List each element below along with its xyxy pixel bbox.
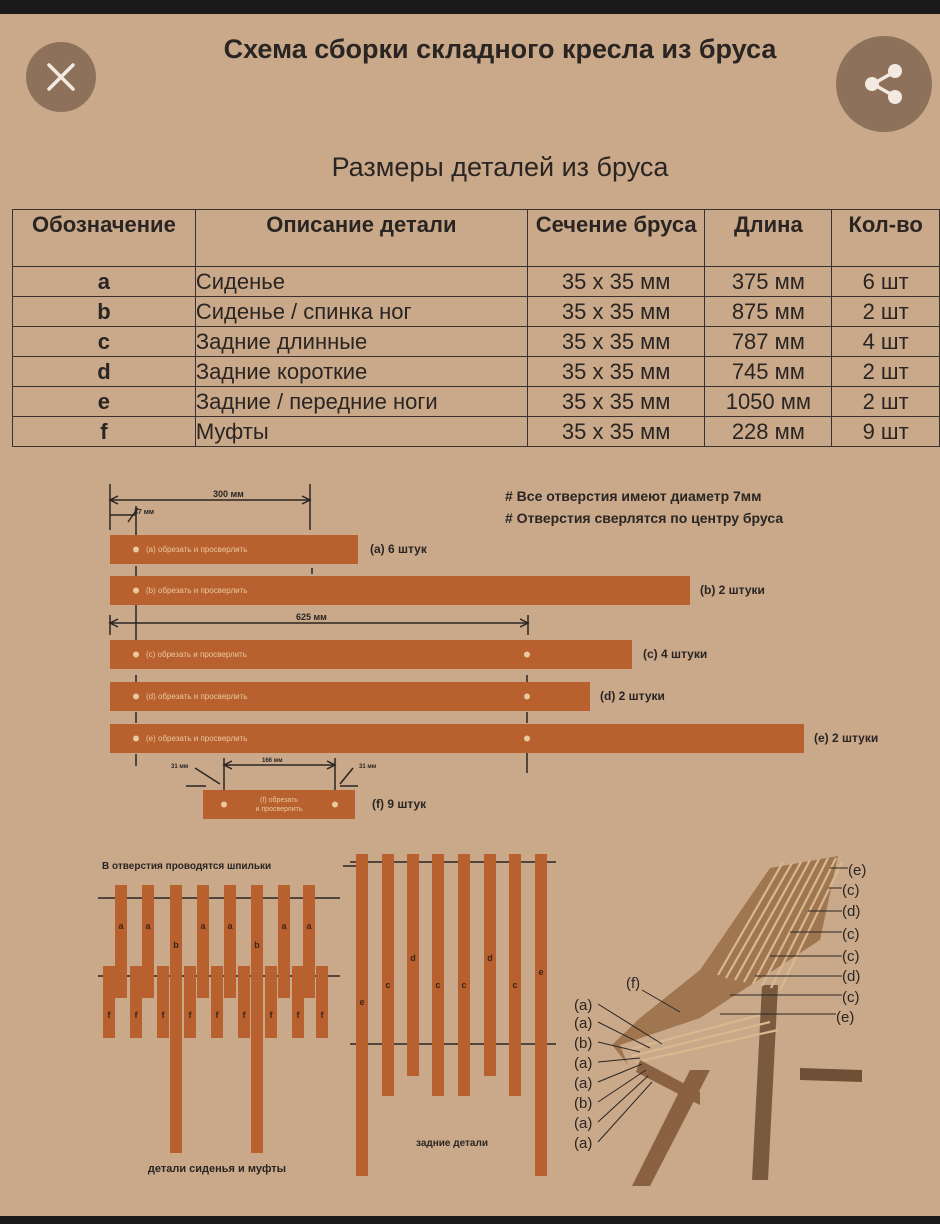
cell-description: Сиденье / спинка ног [195,297,527,327]
back-label: c [461,980,467,990]
seat-f-label: f [134,1010,138,1020]
back-caption: задние детали [415,1138,489,1149]
cell-code: c [13,327,196,357]
cell-qty: 6 шт [832,267,940,297]
cell-description: Сиденье [195,267,527,297]
cell-length: 228 мм [705,417,832,447]
share-icon [836,36,932,132]
cell-section: 35 х 35 мм [527,417,705,447]
seat-f-label: f [269,1010,273,1020]
top-status-bar [0,0,940,14]
assembly-diagram [0,470,940,1216]
seat-label: b [173,940,179,950]
cell-code: a [13,267,196,297]
bar-e-label: (e) 2 штуки [814,731,879,745]
bar-d-label: (d) 2 штуки [600,689,665,703]
note-hole-center: # Отверстия сверлятся по центру бруса [505,510,784,526]
bar-f-text-1: (f) обрезать [260,797,298,804]
cell-qty: 9 шт [832,417,940,447]
chair-label-left: (a) [574,997,593,1014]
back-label: c [512,980,518,990]
chair-label-right: (c) [842,882,860,899]
cell-code: b [13,297,196,327]
chair-label-left: (b) [574,1095,593,1112]
chair-label-f: (f) [626,975,641,992]
bar-a-label: (a) 6 штук [370,542,427,556]
parts-table [12,209,940,447]
bar-e-text: (e) обрезать и просверлить [146,734,248,743]
back-label: e [359,997,365,1007]
chair-label-left: (a) [574,1055,593,1072]
note-hole-diameter: # Все отверстия имеют диаметр 7мм [505,488,762,504]
seat-label: a [200,921,206,931]
cell-code: f [13,417,196,447]
chair-label-left: (a) [574,1135,593,1152]
cell-code: d [13,357,196,387]
seat-label: a [227,921,233,931]
chair-label-left: (a) [574,1015,593,1032]
cell-code: e [13,387,196,417]
seat-caption: детали сиденья и муфты [147,1163,287,1175]
chair-label-right: (c) [842,926,860,943]
seat-label: a [118,921,124,931]
cell-length: 1050 мм [705,387,832,417]
cell-section: 35 х 35 мм [527,327,705,357]
bar-c-label: (c) 4 штуки [643,647,708,661]
seat-f-label: f [107,1010,111,1020]
table-row [13,297,940,327]
seat-assembly [98,861,356,1175]
chair-label-right: (d) [842,903,861,920]
chair-label-right: (e) [836,1009,855,1026]
chair-label-right: (e) [848,862,867,879]
bar-a [110,535,428,564]
chair-label-right: (c) [842,989,860,1006]
table-header-row [13,210,940,267]
cell-section: 35 х 35 мм [527,387,705,417]
seat-f-label: f [320,1010,324,1020]
seat-f-label: f [296,1010,300,1020]
seat-label: a [281,921,287,931]
table-row [13,417,940,447]
header-length: Длина [705,210,832,267]
bar-b-text: (b) обрезать и просверлить [146,586,248,595]
table-row [13,357,940,387]
header-section: Сечение бруса [527,210,705,267]
back-label: d [410,953,416,963]
cell-description: Задние короткие [195,357,527,387]
header-qty: Кол-во [832,210,940,267]
cell-section: 35 х 35 мм [527,357,705,387]
table-row [13,387,940,417]
cell-description: Задние длинные [195,327,527,357]
cell-qty: 2 шт [832,387,940,417]
dim-166: 166 мм [262,758,283,764]
header-code: Обозначение [13,210,196,267]
seat-f-label: f [215,1010,219,1020]
cell-length: 745 мм [705,357,832,387]
chair-label-left: (a) [574,1075,593,1092]
cell-qty: 2 шт [832,297,940,327]
cell-length: 375 мм [705,267,832,297]
pins-note: В отверстия проводятся шпильки [102,861,272,872]
bar-b-label: (b) 2 штуки [700,583,765,597]
bar-f [203,790,427,819]
table-row [13,267,940,297]
back-label: c [385,980,391,990]
bar-b [110,576,765,605]
chair-label-right: (d) [842,968,861,985]
cell-section: 35 х 35 мм [527,267,705,297]
chair-label-left: (b) [574,1035,593,1052]
table-title: Размеры деталей из бруса [331,152,669,182]
cell-description: Муфты [195,417,527,447]
dim-300: 300 мм [213,489,244,499]
chair-illustration [574,856,866,1186]
dim-37: 37 мм [134,509,155,516]
share-button[interactable] [836,36,932,132]
header-description: Описание детали [195,210,527,267]
cell-length: 875 мм [705,297,832,327]
back-label: d [487,953,493,963]
bar-d-text: (d) обрезать и просверлить [146,692,248,701]
close-button[interactable] [26,42,96,112]
cell-qty: 4 шт [832,327,940,357]
dim-31-left: 31 мм [171,764,189,770]
back-assembly [350,854,556,1176]
chair-label-right: (c) [842,948,860,965]
cell-qty: 2 шт [832,357,940,387]
dim-625: 625 мм [296,612,327,622]
close-icon [26,42,96,112]
bar-a-text: (a) обрезать и просверлить [146,545,248,554]
table-row [13,327,940,357]
bar-c-text: (c) обрезать и просверлить [146,650,247,659]
page-title: Схема сборки складного кресла из бруса [223,34,777,64]
seat-f-label: f [188,1010,192,1020]
cell-section: 35 х 35 мм [527,297,705,327]
seat-f-label: f [242,1010,246,1020]
bar-d [110,682,665,711]
cell-description: Задние / передние ноги [195,387,527,417]
cell-length: 787 мм [705,327,832,357]
seat-f-label: f [161,1010,165,1020]
seat-label: a [306,921,312,931]
seat-label: b [254,940,260,950]
bar-c [110,640,707,669]
bar-f-text-2: и просверлить [255,806,303,813]
bar-f-label: (f) 9 штук [372,797,427,811]
back-label: e [538,967,544,977]
dim-31-right: 31 мм [359,764,377,770]
bottom-bar [0,1216,940,1224]
seat-label: a [145,921,151,931]
bar-e [110,724,878,753]
chair-label-left: (a) [574,1115,593,1132]
back-label: c [435,980,441,990]
